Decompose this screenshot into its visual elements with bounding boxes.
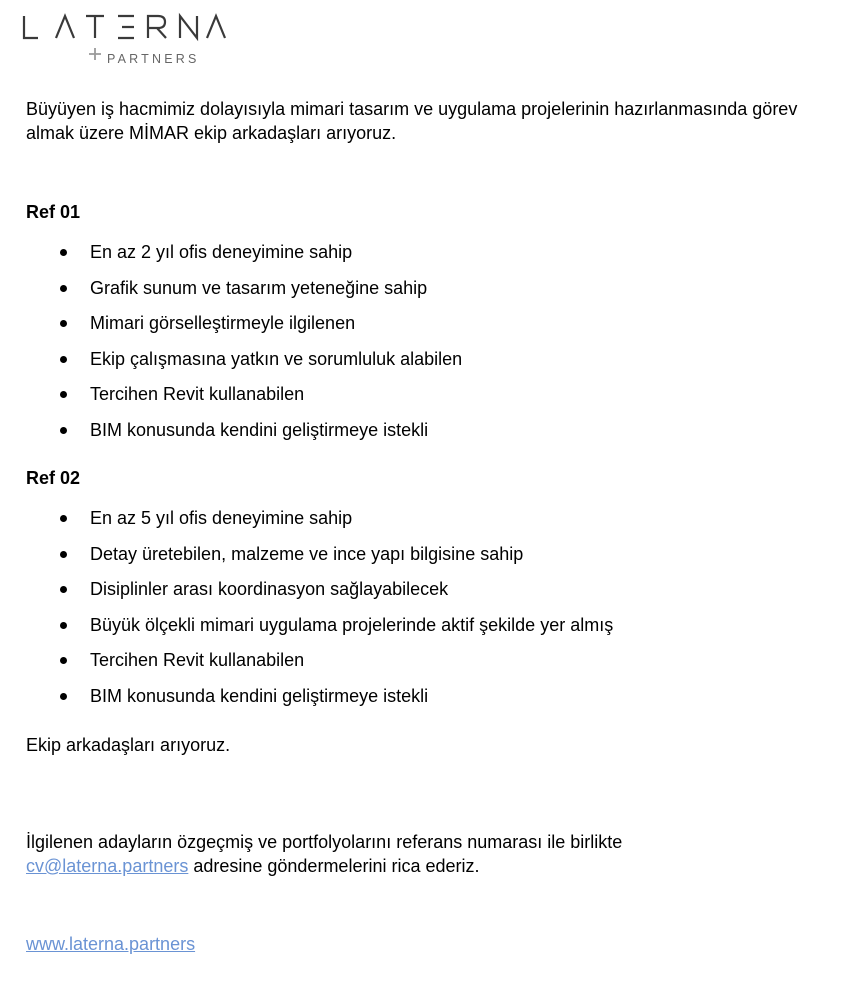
bullet-icon	[60, 622, 67, 629]
intro-paragraph: Büyüyen iş hacmimiz dolayısıyla mimari tasarım ve uygulama projelerinin hazırlanmasında görev almak üzere MİMAR ekip arkadaşları arıyoruz.	[26, 99, 798, 143]
list-item: Tercihen Revit kullanabilen	[26, 648, 613, 684]
bullet-icon	[60, 586, 67, 593]
list-item: Tercihen Revit kullanabilen	[26, 382, 462, 418]
website-link[interactable]: www.laterna.partners	[26, 934, 196, 954]
list-item: Büyük ölçekli mimari uygulama projelerinde aktif şekilde yer almış	[26, 613, 613, 649]
bullet-icon	[60, 515, 67, 522]
bullet-icon	[60, 693, 67, 700]
bullet-icon	[60, 427, 67, 434]
list-item: BIM konusunda kendini geliştirmeye istekli	[26, 418, 462, 454]
list-item: Grafik sunum ve tasarım yeteneğine sahip	[26, 276, 462, 312]
list-item: Disiplinler arası koordinasyon sağlayabilecek	[26, 577, 613, 613]
website-paragraph	[26, 932, 195, 956]
list-item: BIM konusunda kendini geliştirmeye istekli	[26, 684, 613, 720]
ref-02-list	[26, 506, 613, 719]
ref-02-title: Ref 02	[26, 468, 81, 488]
apply-line-1: İlgilenen adayların özgeçmiş ve portfolyolarını referans numarası ile birlikte	[26, 832, 623, 852]
closing-text: Ekip arkadaşları arıyoruz.	[26, 735, 231, 755]
ref-01-title: Ref 01	[26, 202, 81, 222]
company-logo	[22, 12, 232, 68]
list-item: Ekip çalışmasına yatkın ve sorumluluk alabilen	[26, 347, 462, 383]
email-link[interactable]: cv@laterna.partners	[26, 856, 189, 876]
list-item: En az 5 yıl ofis deneyimine sahip	[26, 506, 613, 542]
bullet-icon	[60, 391, 67, 398]
bullet-icon	[60, 249, 67, 256]
bullet-icon	[60, 285, 67, 292]
application-instructions	[26, 830, 846, 878]
list-item: Detay üretebilen, malzeme ve ince yapı bilgisine sahip	[26, 542, 613, 578]
logo-subtitle: PARTNERS	[107, 52, 200, 66]
bullet-icon	[60, 320, 67, 327]
list-item: En az 2 yıl ofis deneyimine sahip	[26, 240, 462, 276]
apply-line-2: adresine göndermelerini rica ederiz.	[188, 856, 480, 876]
ref-01-list	[26, 240, 462, 453]
bullet-icon	[60, 551, 67, 558]
bullet-icon	[60, 356, 67, 363]
laterna-logo-graphic	[22, 12, 232, 68]
list-item: Mimari görselleştirmeyle ilgilenen	[26, 311, 462, 347]
bullet-icon	[60, 657, 67, 664]
